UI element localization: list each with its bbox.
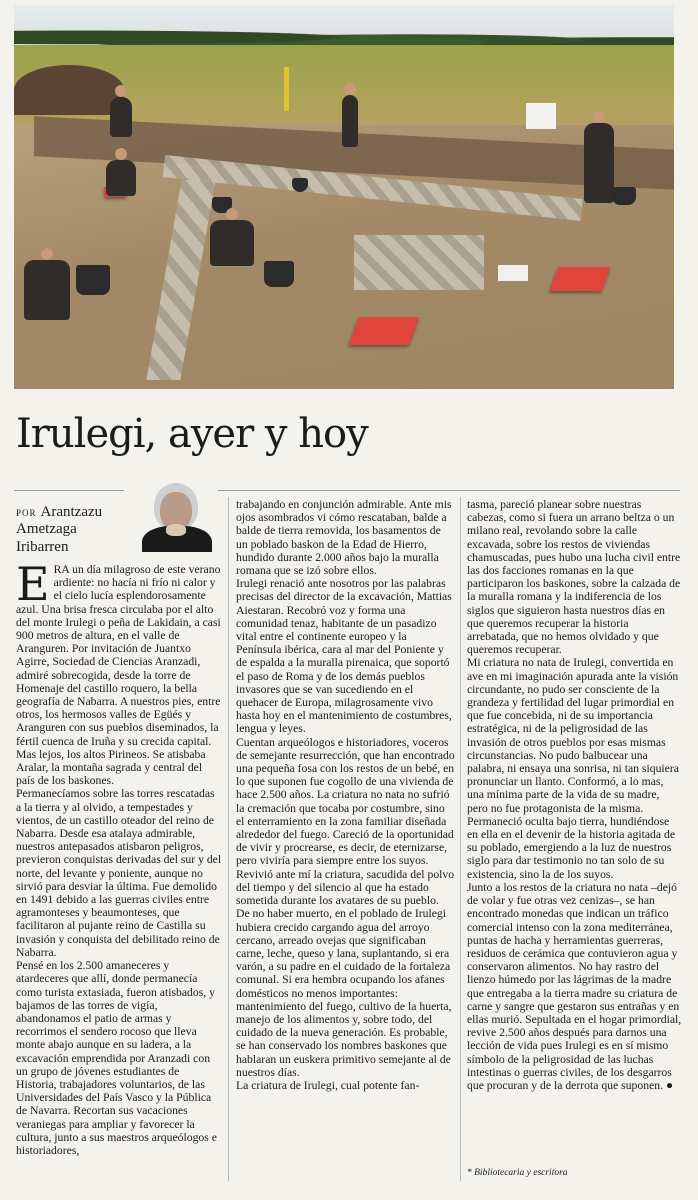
paragraph: tasma, pareció planear sobre nuestras cabezas, como si fuera un arrano beltza o un milano real, revolando sobre la calle excavada, sobre los restos de viviendas chamuscadas, pues hubo una lucha civil entre las dos facciones romanas en la que participaron los baskones, sobre la calzada de la muralla romana y la indiferencia de los siglos que siguieron hasta nuestros días en que queremos recuperar la historia arrebatada, que no hemos olvidado y que queremos recuperar. xyxy=(467,498,681,657)
paragraph: Pensé en los 2.500 amaneceres y atardeceres que allí, donde permanecía como turista extasiada, fueron atisbados, y bajamos de las torres de vigía, abandonamos el patio de armas y recorrimos el sendero rocoso que lleva monte abajo aunque en su ladera, a la excavación emprendida por Aranzadi con un grupo de jóvenes estudiantes de Historia, trabajadores voluntarios, de las Universidades del País Vasco y la Pública de Navarra. Recortan sus vacaciones veraniegas para ampliar y favorecer la cultura, junto a sus maestros arqueólogos e historiadores, xyxy=(16,959,217,1157)
paragraph: Junto a los restos de la criatura no nata –dejó de volar y fue otras vez cenizas–, se han encontrado monedas que indican un tráfico comercial intenso con la zona mediterránea, puntas de hacha y herramientas guerreras, residuos de cerámica que contuvieron agua y conservaron alimentos. No hay rastro del lienzo húmedo por las lágrimas de la madre que entregaba a la tierra madre su criatura de carne y sangre que gestaron sus entrañas y en ellas murió. Sepultada en el hogar primordial, revive 2.500 años después para darnos una lección de vida pues Irulegi es en sí mismo símbolo de la peligrosidad de las luchas intestinas o guerras civiles, de los desgarros que procuran y de la derrota que suponen. ● xyxy=(467,880,682,1092)
paragraph: Irulegi renació ante nosotros por las palabras precisas del director de la excavación, Mattias Aiestaran. Recobró voz y forma una comunidad tenaz, habitante de un pasadizo vital entre el continente europeo y la Península ibérica, cara al mar del Poniente y de espalda a la muralla pirenaica, que soportó el paso de Roma y de los demás pueblos invasores que se van sucediendo en el quehacer de Europa, milagrosamente vivo hasta hoy en el mantenimiento de costumbres, lengua y leyes. xyxy=(236,577,452,736)
column-divider xyxy=(228,497,229,1181)
paragraph: Mi criatura no nata de Irulegi, convertida en ave en mi imaginación apurada ante la visión circundante, no pudo ser consciente de la grandeza y fertilidad del lugar primordial en que fue concebida, ni de su importancia estratégica, ni de la peligrosidad de las invasión de otros pueblos por esas mismas circunstancias. No pudo balbucear una palabra, ni ensaya una sonrisa, ni tan siquiera pronunciar un llanto. Conformó, a lo mas, una mínima parte de la vida de su madre, pero no fue protagonista de la misma. Permaneció oculta bajo tierra, hundiéndose en ella en el devenir de la historia agitada de su poblado, emergiendo a la luz de nuestros siglo para dar testimonio no tan solo de su existencia, sino la de los suyos. xyxy=(467,656,679,881)
article-headline: Irulegi, ayer y hoy xyxy=(16,411,368,457)
byline xyxy=(16,503,126,555)
paragraph: Revivió ante mí la criatura, sacudida del polvo del tiempo y del silencio al que ha estado sometida durante los avatares de su pueblo. De no haber muerto, en el poblado de Irulegi hubiera crecido cargando agua del arroyo cercano, arreado ovejas que significaban carne, leche, queso y lana, suplantando, si era varón, a su padre en el cuidado de la fortaleza comunal. Si era hembra ocupando los afanes domésticos no menos importantes: mantenimiento del fuego, cultivo de la huerta, manejo de los alimentos y, sobre todo, del cuidado de la nueva generación. Es probable, se han conservado los nombres baskones que hablaran un euskera primitivo semejante al de nuestros días. xyxy=(236,867,455,1079)
paragraph: RA un día milagroso de este verano ardiente: no hacía ni frío ni calor y el cielo lucía esplendorosamente azul. Una brisa fresca circulaba por el alto del monte Irulegi o peña de Lakidain, a casi 900 metros de altura, en el valle de Aranguren. Por invitación de Juantxo Agirre, Sociedad de Ciencias Aranzadi, admiré sobrecogida, desde la torre de Homenaje del castillo roquero, la bella geografía de Nabarra. A nuestros pies, entre otros, los hermosos valles de Egüés y Aranguren con sus pueblos diseminados, la fértil cuenca de Iruña y su crecida capital. Mas lejos, los altos Pirineos. Se atisbaba Aralar, la montaña sagrada y central del país de los baskones. xyxy=(16,563,221,788)
paragraph: Cuentan arqueólogos e historiadores, voceros de semejante resurrección, que han encontrado una pequeña fosa con los restos de un bebé, en lo que suponen fue cogollo de una vivienda de hace 2.500 años. La criatura no nata no sufrió la cremación que tocaba por costumbre, sino el enterramiento en la zona familiar diseñada alrededor del fuego. Careció de la oportunidad de vivir y procrearse, es decir, de eternizarse, pero viviría para siempre entre los suyos. xyxy=(236,735,455,868)
author-portrait xyxy=(124,480,218,552)
paragraph: trabajando en conjunción admirable. Ante mis ojos asombrados vi cómo rescataban, balde a balde de tierra removida, los basamentos de un poblado baskon de la Edad de Hierro, hundido durante 2.000 años bajo la muralla romana que se izó sobre ellos. xyxy=(236,498,452,578)
article-column-2 xyxy=(236,498,455,1190)
author-name-line-1: Arantzazu xyxy=(40,504,103,520)
excavation-photo xyxy=(14,5,674,389)
headline-divider xyxy=(14,490,680,491)
article-column-3 xyxy=(467,498,683,1190)
article-column-1 xyxy=(16,563,222,1188)
paragraph: Permanecíamos sobre las torres rescatadas a la tierra y al olvido, a tempestades y vientos, de un castillo oteador del reino de Nabarra. Desde esa atalaya admirable, nuestros antepasados atisbaron peligros, previeron conquistas derivadas del sur y del norte, del levante y poniente, aunque no sirvió para desviar la última. Fue demolido en 1491 debido a las guerras civiles entre agramonteses y beaumonteses, que facilitaron al pujante reino de Castilla su invasión y conquista del debilitado reino de Nabarra. xyxy=(16,787,222,959)
column-divider xyxy=(460,497,461,1181)
paragraph: La criatura de Irulegi, cual potente fan- xyxy=(236,1078,420,1092)
author-name-line-3: Iribarren xyxy=(16,538,69,555)
byline-prefix: POR xyxy=(16,508,37,518)
author-name-line-2: Ametzaga xyxy=(16,521,77,538)
author-credit: * Bibliotecaria y escritora xyxy=(467,1168,568,1178)
drop-cap: E xyxy=(16,563,50,611)
